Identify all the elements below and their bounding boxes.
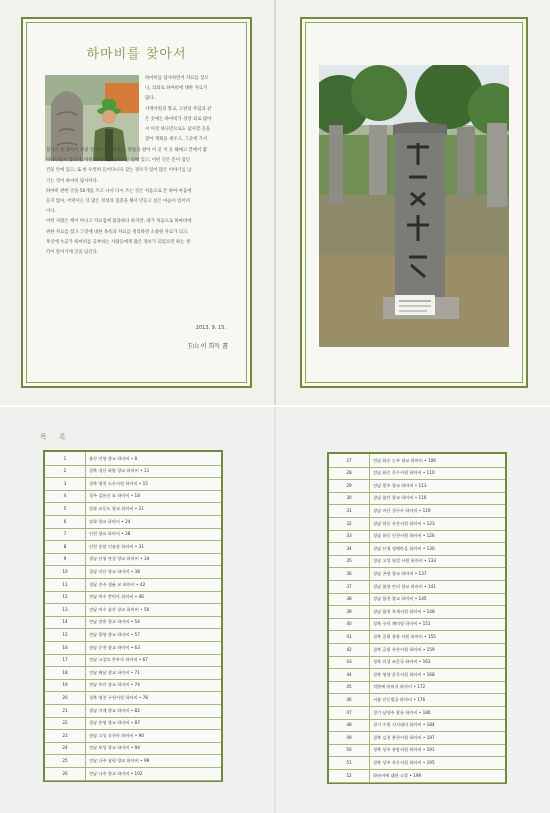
toc-row[interactable] (45, 654, 221, 668)
text-line: 사액서원과 향교, 고관의 무덤과 같 (145, 106, 212, 112)
toc-entry-title: 전남 나주 남평 향교 하마비 • 99 (89, 757, 150, 763)
toc-column-divider (85, 502, 86, 515)
toc-number: 23 (62, 732, 68, 738)
toc-row[interactable] (45, 528, 221, 542)
toc-row[interactable] (329, 593, 505, 607)
toc-number: 27 (346, 457, 352, 463)
toc-entry-title: 경북 영양 운곡서원 하마비 • 168 (373, 671, 435, 677)
text-line: 하마비를 답사하면서 자료를 찾으 (145, 76, 209, 81)
toc-entry-title: 전남 해남 향교 하마비 • 71 (89, 669, 140, 675)
toc-entry-title: 전남 나주 향교 하마비 • 102 (89, 770, 143, 776)
toc-row[interactable] (329, 769, 505, 783)
toc-entry-title: 경북 군위 용양 서원 하마비 • 155 (373, 633, 436, 639)
toc-column-divider (85, 490, 86, 503)
text-line: 관한 자료를 찾고 그것에 대한 목록과 자료를 정리하면 소중한 자료가 되고, (46, 229, 189, 235)
toc-number: 6 (63, 518, 67, 524)
toc-entry-title: 경북 김천 춘천서원 하마비 • 187 (373, 734, 435, 740)
toc-column-divider (369, 504, 370, 517)
toc-row[interactable] (329, 681, 505, 695)
toc-row[interactable] (45, 603, 221, 617)
toc-number: 40 (346, 621, 352, 627)
toc-entry-title: 경주 김유신 묘 하마비 • 18 (89, 493, 140, 499)
toc-row[interactable] (45, 591, 221, 605)
toc-row[interactable] (45, 452, 221, 466)
toc-entry-title: 전남 장흥 향교 하마비 • 54 (89, 619, 140, 625)
toc-row[interactable] (329, 731, 505, 745)
toc-number: 4 (63, 493, 67, 499)
toc-entry-title: 경남 산청 단성 향교 하마비 • 34 (89, 556, 150, 562)
toc-column-divider (85, 754, 86, 767)
toc-row[interactable] (329, 706, 505, 720)
toc-number: 33 (346, 533, 352, 539)
toc-column-divider (85, 477, 86, 490)
toc-number: 37 (346, 583, 352, 589)
toc-row[interactable] (329, 467, 505, 481)
toc-column-divider (369, 467, 370, 480)
text-line: 은 곳에는 하마비가 상상 외로 많아 (145, 116, 212, 122)
toc-number: 14 (62, 619, 68, 625)
toc-row[interactable] (45, 502, 221, 516)
toc-row[interactable] (45, 540, 221, 554)
toc-entry-title: 석방배 유허지 하마비 • 172 (373, 684, 426, 690)
toc-number: 45 (346, 684, 352, 690)
preface-title: 하마비를 찾아서 (86, 47, 187, 62)
toc-entry-title: 경북 영천 구천서원 하마비 • 78 (89, 694, 148, 700)
toc-entry-title: 경남 통영 향교 하마비 • 87 (89, 720, 140, 726)
toc-entry-title: 경남 곤양 향교 하마비 • 137 (373, 570, 427, 576)
toc-column-divider (85, 704, 86, 717)
toc-number: 19 (62, 682, 68, 688)
photo-page (300, 17, 528, 388)
toc-number: 22 (62, 720, 68, 726)
toc-column-divider (369, 668, 370, 681)
toc-row[interactable] (329, 744, 505, 758)
toc-row[interactable] (45, 641, 221, 655)
toc-row[interactable] (329, 555, 505, 569)
toc-row[interactable] (329, 643, 505, 657)
toc-row[interactable] (45, 666, 221, 680)
preface-date: 2013. 9. 15. (195, 325, 226, 331)
toc-number: 9 (63, 556, 67, 562)
toc-entry-title: 전남 화순 능주 향교 하마비 • 106 (373, 457, 436, 463)
toc-entry-title: 전남 화순 죽수서원 하마비 • 110 (373, 470, 435, 476)
toc-entry-title: 인천 송암 미술관 하마비 • 31 (89, 543, 144, 549)
toc-row[interactable] (329, 580, 505, 594)
toc-number: 1 (63, 455, 67, 461)
toc-entry-title: 경남 하동 옥산서원 하마비 • 123 (373, 520, 435, 526)
toc-row[interactable] (45, 616, 221, 630)
text-line: 서 이것 하나만으로도 답사할 곳을 (145, 127, 210, 133)
toc-row[interactable] (329, 605, 505, 619)
toc-row[interactable] (329, 479, 505, 493)
toc-row[interactable] (45, 477, 221, 491)
toc-entry-title: 경남 함양 안의 향교 하마비 • 141 (373, 583, 436, 589)
toc-entry-title: 경남 합천 옥계서원 하마비 • 148 (373, 608, 435, 614)
toc-number: 43 (346, 659, 352, 665)
toc-column-divider (369, 580, 370, 593)
toc-column-divider (85, 528, 86, 541)
toc-column-divider (369, 756, 370, 769)
toc-column-divider (369, 530, 370, 543)
toc-row[interactable] (329, 719, 505, 733)
toc-number: 2 (63, 468, 67, 474)
toc-column-divider (85, 515, 86, 528)
toc-column-divider (85, 578, 86, 591)
preface-text-body (46, 146, 242, 258)
toc-column-divider (369, 693, 370, 706)
toc-number: 31 (346, 507, 352, 513)
toc-column-divider (369, 542, 370, 555)
toc-row[interactable] (329, 618, 505, 632)
toc-column-divider (85, 591, 86, 604)
toc-number: 5 (63, 505, 67, 511)
toc-number: 30 (346, 495, 352, 501)
toc-row[interactable] (45, 515, 221, 529)
toc-entry-title: 경북 경산 하양 향교 하마비 • 11 (89, 468, 150, 474)
toc-number: 35 (346, 558, 352, 564)
toc-entry-title: 전남 고창모 충무사 하마비 • 67 (89, 657, 148, 663)
toc-number: 28 (346, 470, 352, 476)
toc-number: 48 (346, 722, 352, 728)
toc-row[interactable] (329, 693, 505, 707)
toc-row[interactable] (45, 628, 221, 642)
toc-entry-title: 전남 광주 향교 하마비 • 113 (373, 482, 427, 488)
toc-column-divider (369, 656, 370, 669)
toc-column-divider (369, 517, 370, 530)
toc-entry-title: 경북 영천 도산서원 하마비 • 15 (89, 480, 148, 486)
toc-column-divider (85, 452, 86, 465)
toc-column-divider (85, 729, 86, 742)
toc-entry-title: 경남 고성 월성 서원 하마비 • 133 (373, 558, 436, 564)
toc-entry-title: 경남 산청 정헤마을 하마비 • 130 (373, 545, 435, 551)
toc-number: 32 (346, 520, 352, 526)
preface-text-side (145, 74, 241, 145)
toc-number: 49 (346, 734, 352, 740)
toc-row[interactable] (329, 530, 505, 544)
toc-column-divider (85, 565, 86, 578)
text-line: 건물 안에 있고, 또 한 우연히 들어다니다 찾는 경우가 있어 많은 이야기를 남 (46, 168, 192, 174)
toc-number: 8 (63, 543, 67, 549)
toc-column-divider (369, 706, 370, 719)
toc-column-divider (369, 731, 370, 744)
toc-number: 7 (63, 531, 67, 537)
toc-row[interactable] (45, 565, 221, 579)
toc-column-divider (369, 555, 370, 568)
toc-row[interactable] (45, 742, 221, 756)
text-line: 하마비 관한 글을 50개를 쓰고 나서 다시 쓰는 것은 처음으로 쓴 하마 마음에 (46, 188, 192, 194)
toc-number: 50 (346, 747, 352, 753)
toc-row[interactable] (45, 691, 221, 705)
toc-row[interactable] (45, 717, 221, 731)
toc-entry-title: 경북 상주 옥동서원 하마비 • 195 (373, 759, 435, 765)
toc-row[interactable] (45, 729, 221, 743)
text-line: 아다니면서 찾다가, 어떤 하마비는 들어오는 길에 있고, 어떤 것은 문이 잠긴 (46, 158, 190, 164)
toc-row[interactable] (329, 668, 505, 682)
toc-number: 25 (62, 757, 68, 763)
toc-entry-title: 전남 무안 향교 하마비 • 74 (89, 682, 140, 688)
toc-table-left (43, 450, 223, 782)
toc-number: 52 (346, 772, 352, 778)
toc-entry-title: 경남 함안 향교 하마비 • 116 (373, 495, 427, 501)
toc-number: 12 (62, 594, 68, 600)
toc-number: 41 (346, 633, 352, 639)
toc-number: 21 (62, 707, 68, 713)
author-signature: 玉山 이 희득 書 (186, 343, 228, 350)
toc-row[interactable] (329, 756, 505, 770)
toc-row[interactable] (329, 517, 505, 531)
toc-number: 38 (346, 596, 352, 602)
toc-number: 17 (62, 657, 68, 663)
toc-row[interactable] (45, 767, 221, 781)
toc-row[interactable] (329, 542, 505, 556)
toc-column-divider (85, 553, 86, 566)
toc-column-divider (369, 605, 370, 618)
toc-number: 15 (62, 631, 68, 637)
toc-row[interactable] (329, 504, 505, 518)
toc-entry-title: 강화 향교 하마비 • 24 (89, 518, 131, 524)
preface-page (21, 17, 252, 388)
toc-entry-title: 경남 거제 향교 하마비 • 82 (89, 707, 140, 713)
toc-row[interactable] (329, 492, 505, 506)
toc-entry-title: 경기 수원 지지대비 하마비 • 184 (373, 722, 435, 728)
text-line: 니, 의외로 하마비에 대한 자료가 (145, 86, 208, 92)
toc-number: 36 (346, 570, 352, 576)
toc-entry-title: 경북 상주 흥암서원 하마비 • 191 (373, 747, 435, 753)
text-line: 각이 앞서기에 글을 남긴다. (46, 250, 99, 256)
hamabi-stone-photo (319, 65, 509, 347)
toc-entry-title: 경남 하동 인천서원 하마비 • 126 (373, 533, 435, 539)
toc-entry-title: 경남 진주 경륜 묘 하마비 • 42 (89, 581, 146, 587)
toc-column-divider (85, 465, 86, 478)
toc-number: 16 (62, 644, 68, 650)
toc-number: 26 (62, 770, 68, 776)
toc-column-divider (85, 616, 86, 629)
toc-row[interactable] (329, 567, 505, 581)
text-line: 이다. (46, 209, 56, 215)
text-line: 찾다가 못 찾아서 관광 안내소에 문의하고, 발품을 팔아 이 곳 저 곳 헤매고 끝에서 몇 (46, 148, 207, 153)
toc-row[interactable] (45, 704, 221, 718)
toc-entry-title: 전남 여수 충민사 하마비 • 46 (89, 594, 144, 600)
toc-column-divider (369, 681, 370, 694)
toc-number: 3 (63, 480, 67, 486)
toc-entry-title: 전남 여수 술산 향교 하마비 • 50 (89, 606, 150, 612)
toc-number: 29 (346, 482, 352, 488)
toc-number: 51 (346, 759, 352, 765)
toc-column-divider (369, 618, 370, 631)
text-line: 들지 않아, 어떤이는 더 많은 정성과 집중을 해서 만들고 싶은 마음이 있어서 (46, 199, 190, 205)
toc-row[interactable] (45, 490, 221, 504)
toc-column-divider (85, 628, 86, 641)
toc-entry-title: 전남 보성 향교 하마비 • 94 (89, 745, 140, 751)
toc-entry-title: 경북 의성 조문국 하마비 • 163 (373, 659, 431, 665)
toc-entry-title: 전남 고성 속천사 하마비 • 90 (89, 732, 144, 738)
toc-column-divider (85, 603, 86, 616)
toc-number: 46 (346, 696, 352, 702)
toc-number: 34 (346, 545, 352, 551)
toc-row[interactable] (45, 679, 221, 693)
text-line: 기는 것이 하마비 답사이다. (46, 178, 99, 184)
text-line: 후일에 누군가 하마비를 공부하는 사람들에게 많은 정보가 되었으면 하는 생 (46, 239, 191, 245)
toc-number: 44 (346, 671, 352, 677)
toc-number: 24 (62, 745, 68, 751)
text-line: 찾아 계획을 세우고, 그곳에 가서 (145, 137, 208, 143)
toc-column-divider (85, 717, 86, 730)
toc-number: 18 (62, 669, 68, 675)
toc-row[interactable] (45, 578, 221, 592)
toc-entry-title: 울산 언양 향교 하마비 • 8 (89, 455, 138, 461)
toc-row[interactable] (329, 630, 505, 644)
toc-entry-title: 전남 순천 향교 하마비 • 63 (89, 644, 140, 650)
toc-column-divider (85, 654, 86, 667)
page-gutter (274, 407, 276, 813)
toc-number: 10 (62, 568, 68, 574)
toc-entry-title: 서울 안동별궁 하마비 • 176 (373, 696, 426, 702)
toc-table-right (327, 452, 507, 784)
toc-row[interactable] (329, 656, 505, 670)
toc-row[interactable] (45, 754, 221, 768)
toc-column-divider (369, 643, 370, 656)
toc-row[interactable] (45, 465, 221, 479)
toc-column-divider (369, 567, 370, 580)
toc-column-divider (85, 641, 86, 654)
toc-entry-title: 전남 광양 향교 하마비 • 57 (89, 631, 140, 637)
toc-row[interactable] (329, 454, 505, 468)
toc-column-divider (369, 719, 370, 732)
toc-number: 47 (346, 709, 352, 715)
toc-number: 39 (346, 608, 352, 614)
toc-entry-title: 경북 구미 채미정 하마비 • 151 (373, 621, 431, 627)
text-line: 많다. (145, 96, 155, 102)
toc-column-divider (369, 492, 370, 505)
toc-entry-title: 인천 향교 하마비 • 28 (89, 531, 131, 537)
toc-number: 20 (62, 694, 68, 700)
toc-column-divider (85, 742, 86, 755)
page-gutter (274, 0, 276, 405)
toc-number: 13 (62, 606, 68, 612)
toc-entry-title: 경북 군위 옥산서원 하마비 • 159 (373, 646, 435, 652)
toc-entry-title: 경기 남양주 광릉 하마비 • 180 (373, 709, 431, 715)
toc-column-divider (369, 630, 370, 643)
toc-number: 42 (346, 646, 352, 652)
toc-column-divider (369, 479, 370, 492)
toc-title: 목 록 (40, 433, 71, 441)
text-line: 어떤 사람은 책이 아니고 자료집에 불과하다 하지만, 내가 처음으로 하마비에 (46, 219, 192, 225)
toc-column-divider (369, 744, 370, 757)
toc-entry-title: 경남 합천 향교 하마비 • 145 (373, 596, 427, 602)
toc-column-divider (85, 767, 86, 780)
toc-entry-title: 하마비에 대한 고찰 • 199 (373, 772, 422, 778)
toc-entry-title: 강화 교동도 향교 하마비 • 21 (89, 505, 144, 511)
toc-column-divider (85, 679, 86, 692)
toc-number: 11 (62, 581, 68, 587)
toc-column-divider (85, 691, 86, 704)
toc-row[interactable] (45, 553, 221, 567)
toc-column-divider (369, 454, 370, 467)
toc-entry-title: 경남 마산 성구사 하마비 • 119 (373, 507, 431, 513)
toc-entry-title: 경남 마산 향교 하마비 • 38 (89, 568, 140, 574)
toc-column-divider (85, 666, 86, 679)
toc-column-divider (85, 540, 86, 553)
toc-column-divider (369, 769, 370, 782)
toc-column-divider (369, 593, 370, 606)
